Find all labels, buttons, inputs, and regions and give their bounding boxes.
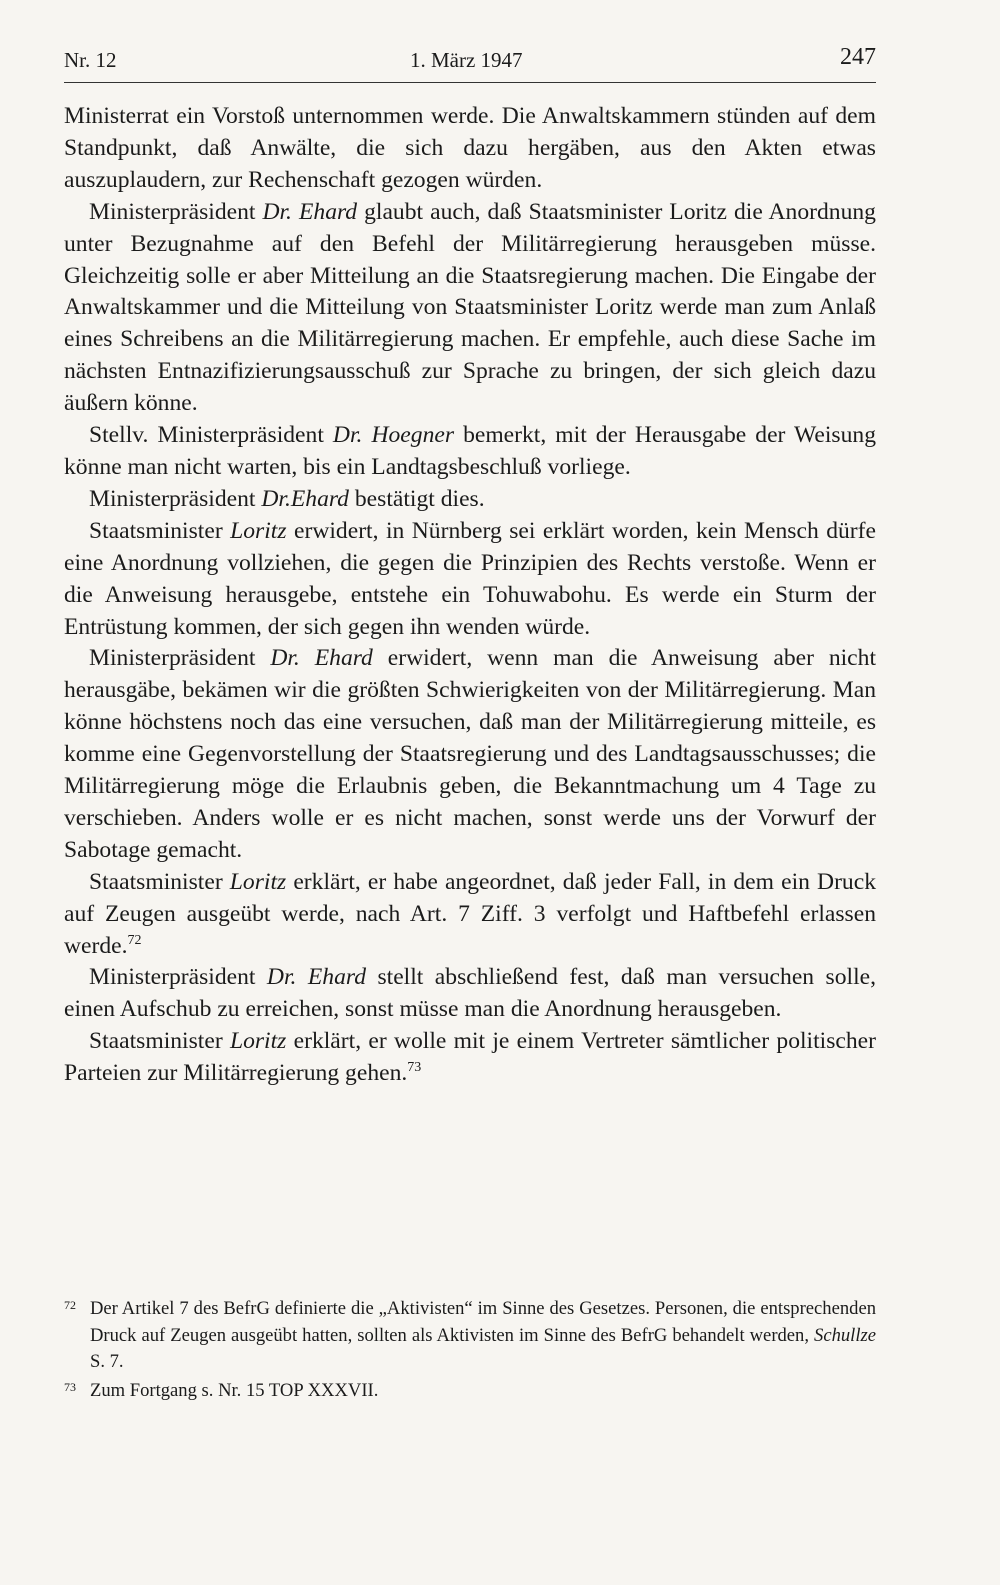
footnote-reference[interactable]: 72: [127, 932, 142, 948]
footnote-mark: 72: [64, 1298, 76, 1312]
footnote-text: Zum Fortgang s. Nr. 15 TOP XXXVII.: [90, 1379, 379, 1401]
paragraph: [64, 516, 876, 644]
paragraph-text: bestätigt dies.: [354, 485, 485, 512]
footnote-mark: 73: [64, 1379, 76, 1394]
speaker-title: Dr.: [332, 422, 363, 449]
header-date: 1. März 1947: [410, 48, 523, 72]
footnote-text: Der Artikel 7 des BefrG definierte die „Aktivisten“ im Sinne des Gesetzes. Personen, die entsprechenden Druck auf Zeugen ausgeübt hatten, sollten als Aktivisten im Sinne des BefrG behandelt werden,: [90, 1298, 876, 1346]
paragraph-text: bemerkt, mit der Herausgabe der Weisung könne man nicht warten, bis ein Landtagsbeschluß vorliege.: [64, 422, 876, 480]
page: [64, 44, 876, 1090]
speaker-prefix: Staatsminister: [89, 1028, 223, 1055]
speaker-name: Hoegner: [371, 422, 455, 449]
header-rule: [64, 82, 876, 83]
footnote-author: Schullze: [814, 1324, 876, 1346]
speaker-name: Loritz: [229, 1028, 287, 1055]
paragraph-text: erklärt, er wolle mit je einem Vertreter sämtlicher politischer Parteien zur Militärregierung gehen.: [64, 1028, 876, 1087]
speaker-name: Ehard: [290, 485, 349, 512]
paragraph-text: erwidert, in Nürnberg sei erklärt worden, kein Mensch dürfe eine Anordnung vollziehen, die gegen die Prinzipien des Rechts verstoße. Wenn er die Anweisung herausgebe, entstehe ein Tohuwabohu. Es werde ein Sturm der Entrüstung kommen, der sich gegen ihn wenden würde.: [64, 517, 876, 640]
speaker-prefix: Staatsminister: [89, 517, 223, 544]
speaker-name: Ehard: [298, 198, 358, 225]
paragraph: [64, 420, 876, 484]
paragraph: [64, 962, 876, 1026]
paragraph-text: stellt abschließend fest, daß man versuchen solle, einen Aufschub zu erreichen, sonst müsse man die Anordnung herausgeben.: [64, 964, 877, 1023]
speaker-title: Dr.: [262, 198, 292, 225]
speaker-prefix: Stellv. Ministerpräsident: [89, 422, 324, 449]
footnote: [64, 1296, 876, 1376]
speaker-title: Dr.: [270, 645, 300, 672]
speaker-name: Loritz: [230, 517, 287, 544]
paragraph-text: Ministerrat ein Vorstoß unternommen werde. Die Anwaltskammern stünden auf dem Standpunkt, daß Anwälte, die sich dazu hergäben, aus den Akten etwas auszuplaudern, zur Rechenschaft gezogen würden.: [64, 103, 876, 193]
speaker-prefix: Staatsminister: [89, 868, 223, 895]
speaker-name: Loritz: [229, 868, 287, 895]
paragraph: [64, 101, 876, 197]
body-text: [64, 101, 876, 1090]
paragraph-text: glaubt auch, daß Staatsminister Loritz die Anordnung unter Bezugnahme auf den Befehl der Militärregierung herausgeben müsse. Gleichzeitig solle er aber Mitteilung an die Staatsregierung machen. Die Eingabe der Anwaltskammer und die Mitteilung von Staatsminister Loritz werde man zum Anlaß eines Schreibens an die Militärregierung machen. Er empfehle, auch diese Sache im nächsten Entnazifizierungsausschuß zur Sprache zu bringen, der sich gleich dazu äußern könne.: [64, 198, 876, 417]
paragraph-text: erklärt, er habe angeordnet, daß jeder Fall, in dem ein Druck auf Zeugen ausgeübt werde, nach Art. 7 Ziff. 3 verfolgt und Haftbefehl erlassen werde.: [64, 868, 876, 959]
speaker-prefix: Ministerpräsident: [89, 645, 256, 672]
footnote-ref-tail: S. 7.: [90, 1351, 124, 1372]
page-number: 247: [840, 44, 876, 70]
paragraph: [64, 484, 876, 516]
paragraph: [64, 867, 876, 963]
footnote: [64, 1378, 876, 1405]
paragraph-text: erwidert, wenn man die Anweisung aber nicht herausgäbe, bekämen wir die größten Schwierigkeiten von der Militärregierung. Man könne höchstens noch das eine versuchen, daß man der Militärregierung mitteile, es komme eine Gegenvorstellung der Staatsregierung und des Landtagsausschusses; die Militärregierung möge die Erlaubnis geben, die Bekanntmachung um 4 Tage zu verschieben. Anders wolle er es nicht machen, sonst werde uns der Vorwurf der Sabotage gemacht.: [64, 645, 877, 863]
speaker-prefix: Ministerpräsident: [89, 198, 256, 225]
footnote-reference[interactable]: 73: [407, 1060, 422, 1076]
speaker-title: Dr.: [266, 964, 297, 991]
speaker-name: Ehard: [314, 645, 373, 672]
running-header: [64, 44, 876, 82]
speaker-prefix: Ministerpräsident: [89, 485, 256, 512]
document-number: Nr. 12: [64, 48, 117, 72]
speaker-prefix: Ministerpräsident: [89, 964, 256, 991]
footnotes: [64, 1296, 876, 1406]
paragraph: [64, 1026, 876, 1090]
speaker-title: Dr.: [261, 485, 291, 512]
paragraph: [64, 197, 876, 420]
paragraph: [64, 643, 876, 866]
speaker-name: Ehard: [307, 964, 366, 991]
